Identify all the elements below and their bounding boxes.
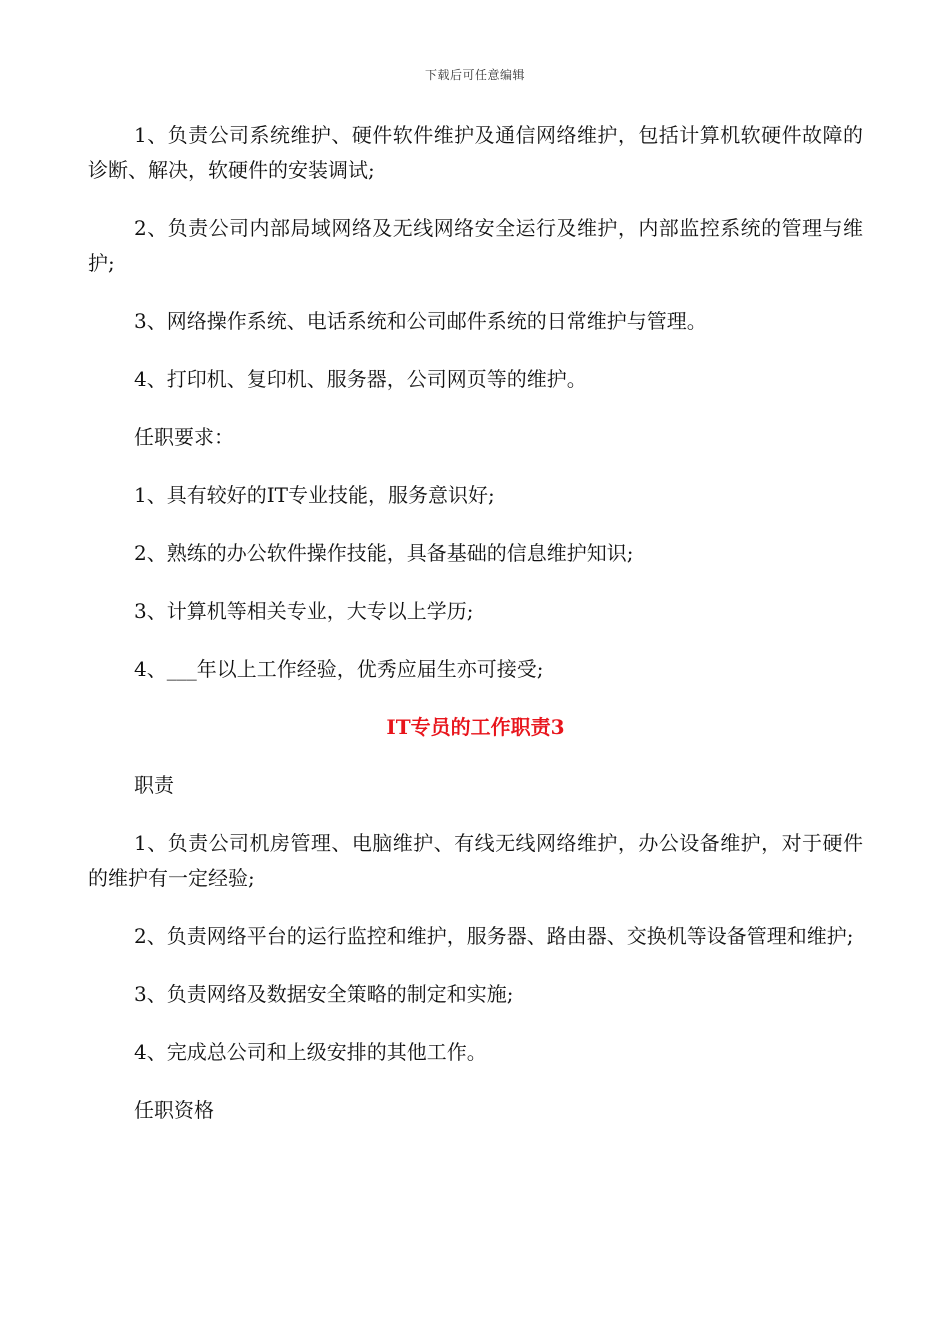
paragraph: 3、负责网络及数据安全策略的制定和实施; [134,982,514,1006]
paragraph: 1、负责公司系统维护、硬件软件维护及通信网络维护，包括计算机软硬件故障的诊断、解决，软硬件的安装调试; [88,123,863,182]
page-header-note: 下载后可任意编辑 [424,68,525,82]
section-heading: IT专员的工作职责3 [386,715,565,739]
document-body [88,118,863,1151]
paragraph: 2、熟练的办公软件操作技能，具备基础的信息维护知识; [134,541,634,565]
paragraph: 3、计算机等相关专业，大专以上学历; [134,599,474,623]
paragraph: 3、网络操作系统、电话系统和公司邮件系统的日常维护与管理。 [134,309,707,333]
paragraph: 4、打印机、复印机、服务器，公司网页等的维护。 [134,367,587,391]
requirements-label: 任职要求： [134,425,234,449]
paragraph: 1、具有较好的IT专业技能，服务意识好; [134,483,495,507]
paragraph: 1、负责公司机房管理、电脑维护、有线无线网络维护，办公设备维护，对于硬件的维护有一定经验; [88,831,863,890]
paragraph: 4、完成总公司和上级安排的其他工作。 [134,1040,487,1064]
paragraph: 4、___年以上工作经验，优秀应届生亦可接受; [134,657,544,681]
paragraph: 2、负责网络平台的运行监控和维护，服务器、路由器、交换机等设备管理和维护; [134,924,854,948]
duties-label: 职责 [134,773,174,797]
paragraph: 2、负责公司内部局域网络及无线网络安全运行及维护，内部监控系统的管理与维护; [88,216,863,275]
qualifications-label: 任职资格 [134,1098,214,1122]
